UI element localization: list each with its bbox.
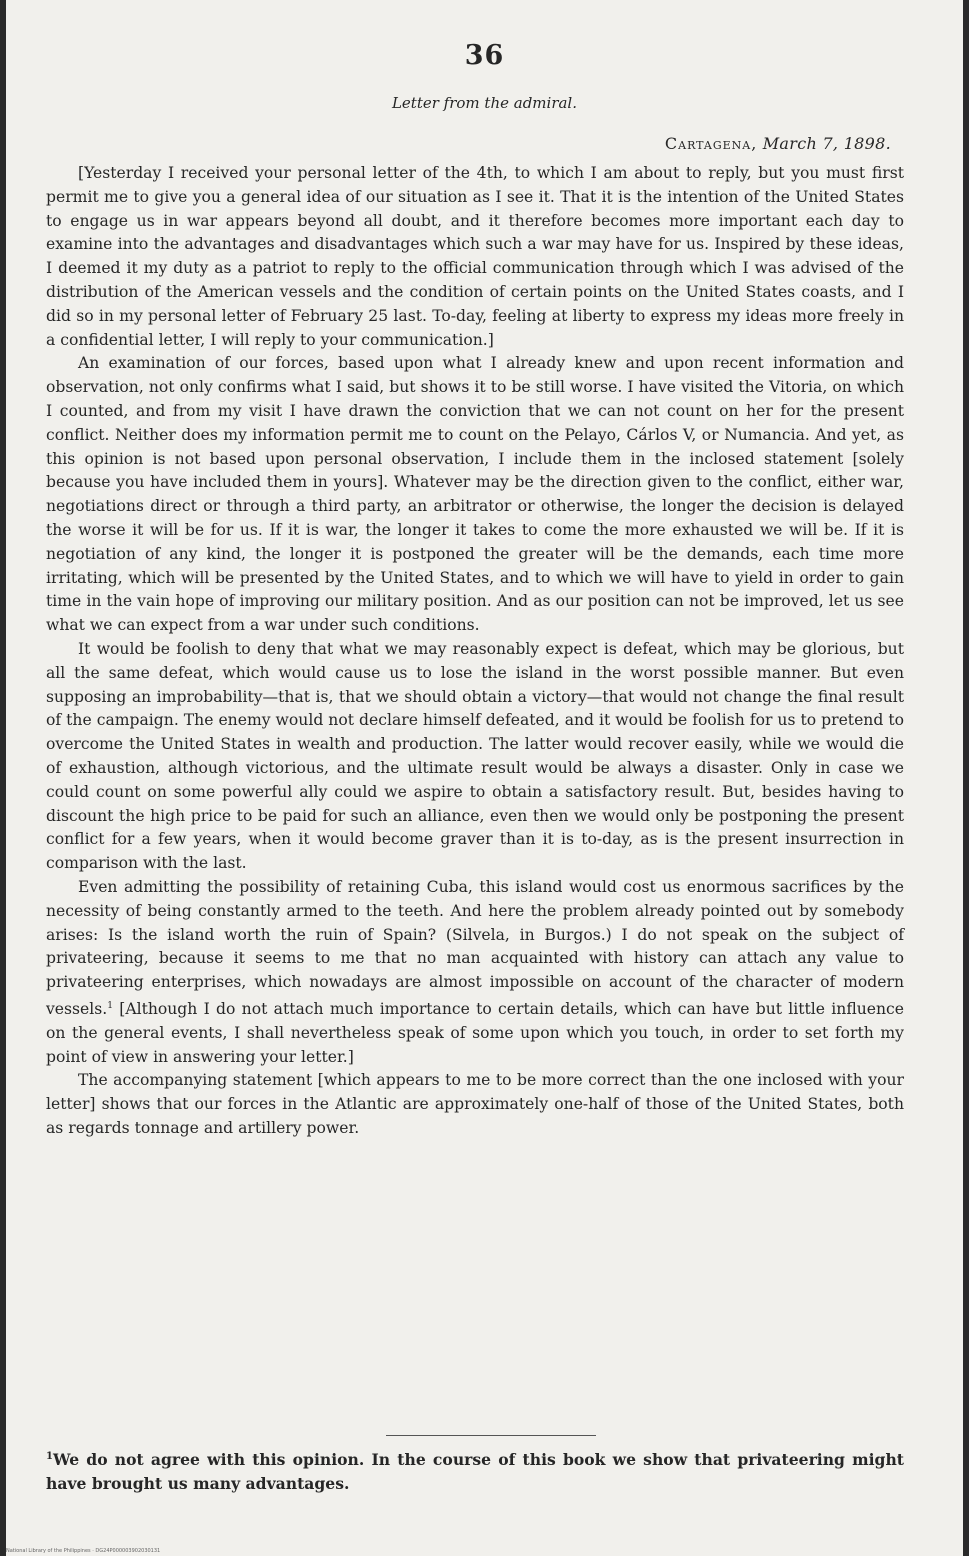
paragraph-5: The accompanying statement [which appears to me to be more correct than the one inclosed with your letter] shows that our forces in the Atlantic are approximately one-half of those of the United States, both as regards tonnage and artillery power. <box>46 1071 904 1138</box>
dateline <box>665 134 891 153</box>
letter-heading: Letter from the admiral. <box>391 94 578 112</box>
paragraph-4 <box>46 876 904 1070</box>
paragraph-3: It would be foolish to deny that what we may reasonably expect is defeat, which may be glorious, but all the same defeat, which would cause us to lose the island in the worst possible manner. But even supposing an improbability—that is, that we should obtain a victory—that would not change the final result of the campaign. The enemy would not declare himself defeated, and it would be foolish for us to pretend to overcome the United States in wealth and production. The latter would recover easily, while we would die of exhaustion, although victorious, and the ultimate result would be always a disaster. Only in case we could count on some powerful ally could we aspire to obtain a satisfactory result. But, besides having to discount the high price to be paid for such an alliance, even then we would only be postponing the present conflict for a few years, when it would become graver than it is to-day, as is the present insurrection in comparison with the last. <box>46 639 904 873</box>
footnote-divider <box>386 1435 596 1436</box>
dateline-place: Cartagena, <box>664 134 758 153</box>
letter-body <box>46 162 904 1141</box>
scanned-page <box>6 0 963 1556</box>
paragraph-1: [Yesterday I received your personal letter of the 4th, to which I am about to reply, but you must first permit me to give you a general idea of our situation as I see it. That it is the intention of the United States to engage us in war appears beyond all doubt, and it therefore becomes more important each day to examine into the advantages and disadvantages which such a war may have for us. Inspired by these ideas, I deemed it my duty as a patriot to reply to the official communication through which I was advised of the distribution of the American vessels and the condition of certain points on the United States coasts, and I did so in my personal letter of February 25 last. To-day, feeling at liberty to express my ideas more freely in a confidential letter, I will reply to your communication.] <box>46 164 904 349</box>
footnote <box>46 1445 904 1496</box>
footnote-text: We do not agree with this opinion. In the course of this book we show that privateering might have brought us many advantages. <box>46 1450 904 1494</box>
paragraph-2: An examination of our forces, based upon what I already knew and upon recent information and observation, not only confirms what I said, but shows it to be still worse. I have visited the Vitoria, on which I counted, and from my visit I have drawn the conviction that we can not count on her for the present conflict. Neither does my information permit me to count on the Pelayo, Cárlos V, or Numancia. And yet, as this opinion is not based upon personal observation, I include them in the inclosed statement [solely because you have included them in yours]. Whatever may be the direction given to the conflict, either war, negotiations direct or through a third party, an arbitrator or otherwise, the longer the decision is delayed the worse it will be for us. If it is war, the longer it takes to come the more exhausted we will be. If it is negotiation of any kind, the longer it is postponed the greater will be the demands, each time more irritating, which will be presented by the United States, and to which we will have to yield in order to gain time in the vain hope of improving our military position. And as our position can not be improved, let us see what we can expect from a war under such conditions. <box>46 354 904 635</box>
paragraph-4-bracketed: [Although I do not attach much importance to certain details, which can have but little influence on the general events, I shall nevertheless speak of some upon which you touch, in order to set forth my point of view in answering your letter.] <box>46 1000 904 1066</box>
page-number: 36 <box>464 40 505 71</box>
dateline-date: March 7, 1898. <box>762 134 891 153</box>
paragraph-4-text: Even admitting the possibility of retaining Cuba, this island would cost us enormous sacrifices by the necessity of being constantly armed to the teeth. And here the problem already pointed out by somebody arises: Is the island worth the ruin of Spain? (Silvela, in Burgos.) I do not speak on the subject of privateering, because it seems to me that no man acquainted with history can attach any value to privateering enterprises, which nowadays are almost impossible on account of the character of modern vessels. <box>46 877 904 1019</box>
library-credit: National Library of the Philippines · DG24P000003902030131 <box>6 1548 161 1554</box>
footnote-reference: 1 <box>107 1000 113 1011</box>
footnote-marker: 1 <box>46 1451 53 1462</box>
